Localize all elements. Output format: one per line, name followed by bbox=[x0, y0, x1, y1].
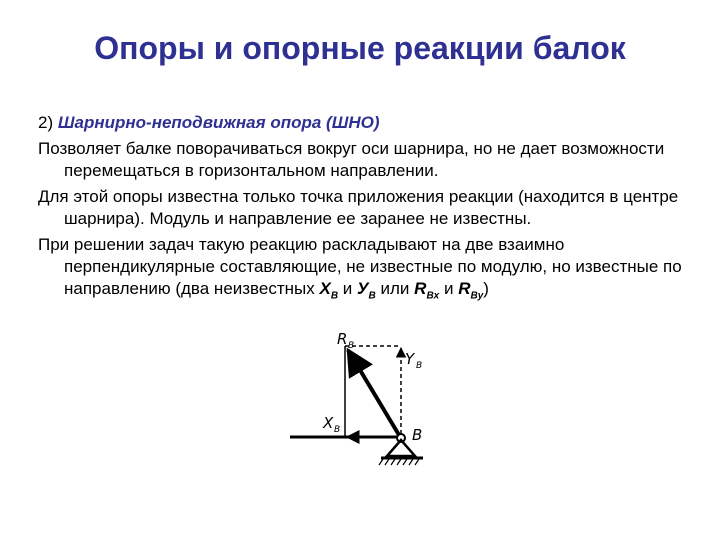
label-yb-sub: B bbox=[416, 361, 423, 371]
paragraph-1: Позволяет балке поворачиваться вокруг оси шарнира, но не дает возможности перемещаться в горизонтальном направлении. bbox=[38, 139, 665, 180]
section-title: Шарнирно-неподвижная опора (ШНО) bbox=[57, 113, 380, 132]
conj-and-1: и bbox=[342, 279, 353, 298]
section-heading bbox=[38, 112, 688, 134]
label-yb: Y bbox=[405, 350, 415, 368]
ground-hatch bbox=[379, 459, 419, 465]
paren-close: ) bbox=[483, 279, 489, 298]
symbol-yb: $У_B$ bbox=[357, 279, 376, 302]
label-xb: X bbox=[323, 414, 334, 432]
conj-or: или bbox=[380, 279, 410, 298]
paragraph-3 bbox=[38, 234, 688, 307]
label-rb-sub: B bbox=[348, 341, 355, 351]
rb-arrow bbox=[348, 350, 399, 435]
label-b: B bbox=[412, 426, 423, 444]
symbol-rby: $R_{By}$ bbox=[458, 279, 484, 302]
slide-body bbox=[38, 112, 688, 311]
paragraph-3-text: При решении задач такую реакцию раскладывают на две взаимно перпендикулярные составляющие, не известные по модулю, но известные по направлению (два неизвестных bbox=[38, 235, 682, 298]
label-rb: R bbox=[337, 330, 348, 348]
section-number: 2) bbox=[38, 113, 54, 132]
symbol-xb: $X_B$ bbox=[319, 279, 339, 302]
conj-and-2: и bbox=[443, 279, 454, 298]
slide-title: Опоры и опорные реакции балок bbox=[94, 30, 626, 66]
symbol-rbx: $R_{Bx}$ bbox=[414, 279, 440, 302]
paragraph-2: Для этой опоры известна только точка приложения реакции (находится в центре шарнира). Модуль и направление ее заранее не известны. bbox=[38, 187, 679, 228]
support-reaction-diagram bbox=[285, 328, 435, 468]
label-xb-sub: B bbox=[334, 425, 341, 435]
